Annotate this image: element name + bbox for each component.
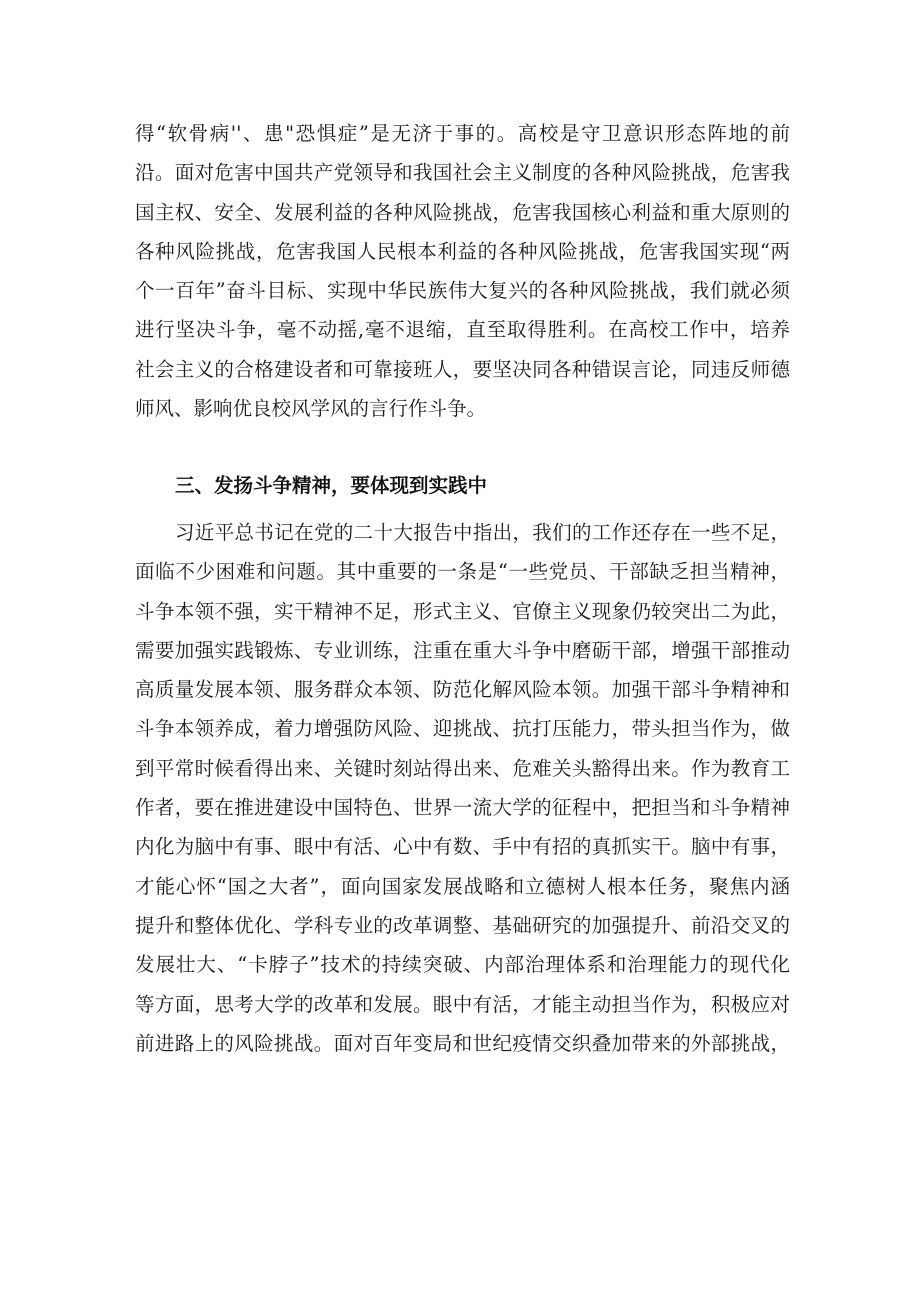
- paragraph-line: 到平常时候看得出来、关键时刻站得出来、危难关头豁得出来。作为教育工: [135, 756, 790, 780]
- paragraph-line: 斗争本领不强，实干精神不足，形式主义、官僚主义现象仍较突出二为此，: [135, 599, 790, 623]
- paragraph-line: 斗争本领养成，着力增强防风险、迎挑战、抗打压能力，带头担当作为，做: [135, 717, 790, 741]
- paragraph-line: 面临不少困难和问题。其中重要的一条是“一些党员、干部缺乏担当精神，: [135, 560, 790, 584]
- paragraph-line: 发展壮大、“卡脖子”技术的持续突破、内部治理体系和治理能力的现代化: [135, 953, 790, 977]
- paragraph-line: 提升和整体优化、学科专业的改革调整、基础研究的加强提升、前沿交叉的: [135, 913, 790, 937]
- paragraph-line: 师风、影响优良校风学风的言行作斗争。: [135, 397, 487, 421]
- paragraph-line: 高质量发展本领、服务群众本领、防范化解风险本领。加强干部斗争精神和: [135, 678, 790, 702]
- paragraph-line: 各种风险挑战，危害我国人民根本利益的各种风险挑战，危害我国实现“两: [135, 239, 790, 263]
- paragraph-2: [135, 513, 790, 1063]
- paragraph-line: 得“软骨病''、患"恐惧症”是无济于事的。高校是守卫意识形态阵地的前: [135, 122, 790, 145]
- paragraph-line: 作者，要在推进建设中国特色、世界一流大学的征程中，把担当和斗争精神: [135, 796, 790, 820]
- paragraph-line: 习近平总书记在党的二十大报告中指出，我们的工作还存在一些不足，: [175, 521, 790, 544]
- paragraph-line: 个一百年”奋斗目标、实现中华民族伟大复兴的各种风险挑战，我们就必须: [135, 279, 790, 303]
- paragraph-line: 沿。面对危害中国共产党领导和我国社会主义制度的各种风险挑战，危害我: [135, 161, 790, 185]
- paragraph-1: [135, 114, 790, 428]
- paragraph-line: 内化为脑中有事、眼中有活、心中有数、手中有招的真抓实干。脑中有事，: [135, 835, 790, 859]
- paragraph-line: 国主权、安全、发展利益的各种风险挑战，危害我国核心利益和重大原则的: [135, 200, 790, 224]
- paragraph-line: 进行坚决斗争，毫不动摇,毫不退缩，直至取得胜利。在高校工作中，培养: [135, 318, 790, 342]
- paragraph-line: 需要加强实践锻炼、专业训练，注重在重大斗争中磨砺干部，增强干部推动: [135, 638, 790, 662]
- paragraph-line: 等方面，思考大学的改革和发展。眼中有活，才能主动担当作为，积极应对: [135, 992, 790, 1016]
- section-heading: 三、发扬斗争精神，要体现到实践中: [175, 474, 488, 497]
- paragraph-line: 才能心怀“国之大者”，面向国家发展战略和立德树人根本任务，聚焦内涵: [135, 874, 790, 898]
- paragraph-line: 社会主义的合格建设者和可靠接班人，要坚决同各种错误言论，同违反师德: [135, 357, 790, 381]
- paragraph-line: 前进路上的风险挑战。面对百年变局和世纪疫情交织叠加带来的外部挑战，: [135, 1031, 790, 1055]
